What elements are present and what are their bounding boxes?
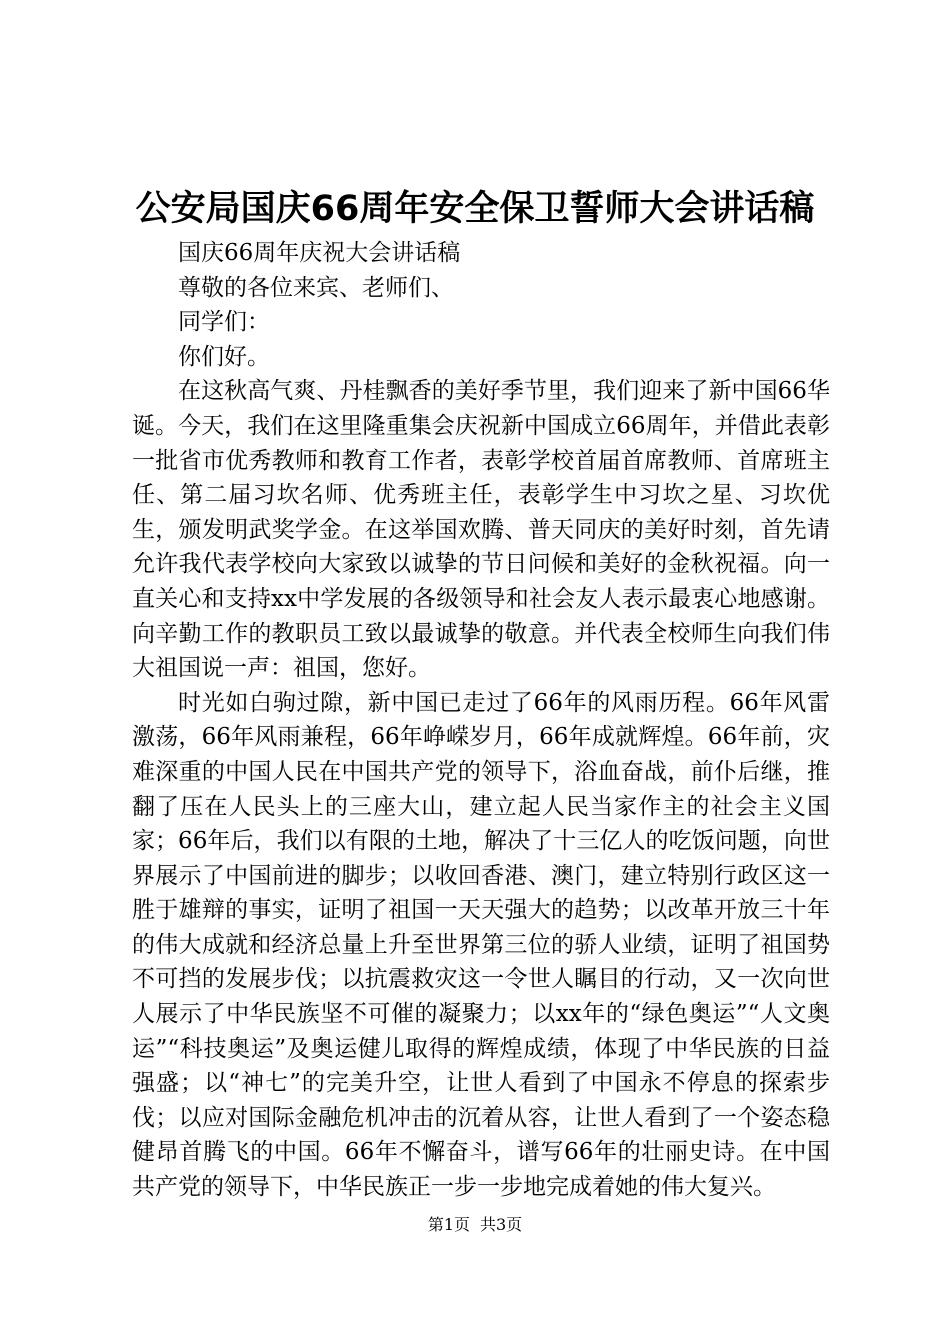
subtitle-line: 国庆66周年庆祝大会讲话稿 bbox=[178, 240, 461, 266]
document-title: 公安局国庆66周年安全保卫誓师大会讲话稿 bbox=[135, 189, 815, 229]
paragraph-1: 在这秋高气爽、丹桂飘香的美好季节里，我们迎来了新中国66华诞。今天，我们在这里隆重集会庆祝新中国成立66周年，并借此表彰一批省市优秀教师和教育工作者，表彰学校首届首席教师、首席班主任、第二届习坎名师、优秀班主任，表彰学生中习坎之星、习坎优生，颁发明武奖学金。在这举国欢腾、普天同庆的美好时刻，首先请允许我代表学校向大家致以诚挚的节日问候和美好的金秋祝福。向一直关心和支持xx中学发展的各级领导和社会友人表示最衷心地感谢。向辛勤工作的教职员工致以最诚挚的敬意。并代表全校师生向我们伟大祖国说一声：祖国，您好。 bbox=[132, 378, 830, 682]
greeting-line: 你们好。 bbox=[178, 343, 270, 370]
salutation-line-2: 同学们： bbox=[178, 309, 270, 336]
page-number: 第1页 bbox=[427, 1215, 470, 1234]
paragraph-2: 时光如白驹过隙，新中国已走过了66年的风雨历程。66年风雷激荡，66年风雨兼程，66年峥嵘岁月，66年成就辉煌。66年前，灾难深重的中国人民在中国共产党的领导下，浴血奋战，前仆后继，推翻了压在人民头上的三座大山，建立起人民当家作主的社会主义国家；66年后，我们以有限的土地，解决了十三亿人的吃饭问题，向世界展示了中国前进的脚步；以收回香港、澳门，建立特别行政区这一胜于雄辩的事实，证明了祖国一天天强大的趋势；以改革开放三十年的伟大成就和经济总量上升至世界第三位的骄人业绩，证明了祖国势不可挡的发展步伐；以抗震救灾这一令世人瞩目的行动，又一次向世人展示了中华民族坚不可催的凝聚力；以xx年的“绿色奥运”“人文奥运”“科技奥运”及奥运健儿取得的辉煌成绩，体现了中华民族的日益强盛；以“神七”的完美升空，让世人看到了中国永不停息的探索步伐；以应对国际金融危机冲击的沉着从容，让世人看到了一个姿态稳健昂首腾飞的中国。66年不懈奋斗，谱写66年的壮丽史诗。在中国共产党的领导下，中华民族正一步一步地完成着她的伟大复兴。 bbox=[132, 689, 830, 1201]
page-total: 共3页 bbox=[480, 1215, 523, 1234]
document-body bbox=[132, 236, 830, 1205]
salutation-line-1: 尊敬的各位来宾、老师们、 bbox=[178, 274, 454, 301]
page-footer bbox=[0, 1214, 950, 1236]
